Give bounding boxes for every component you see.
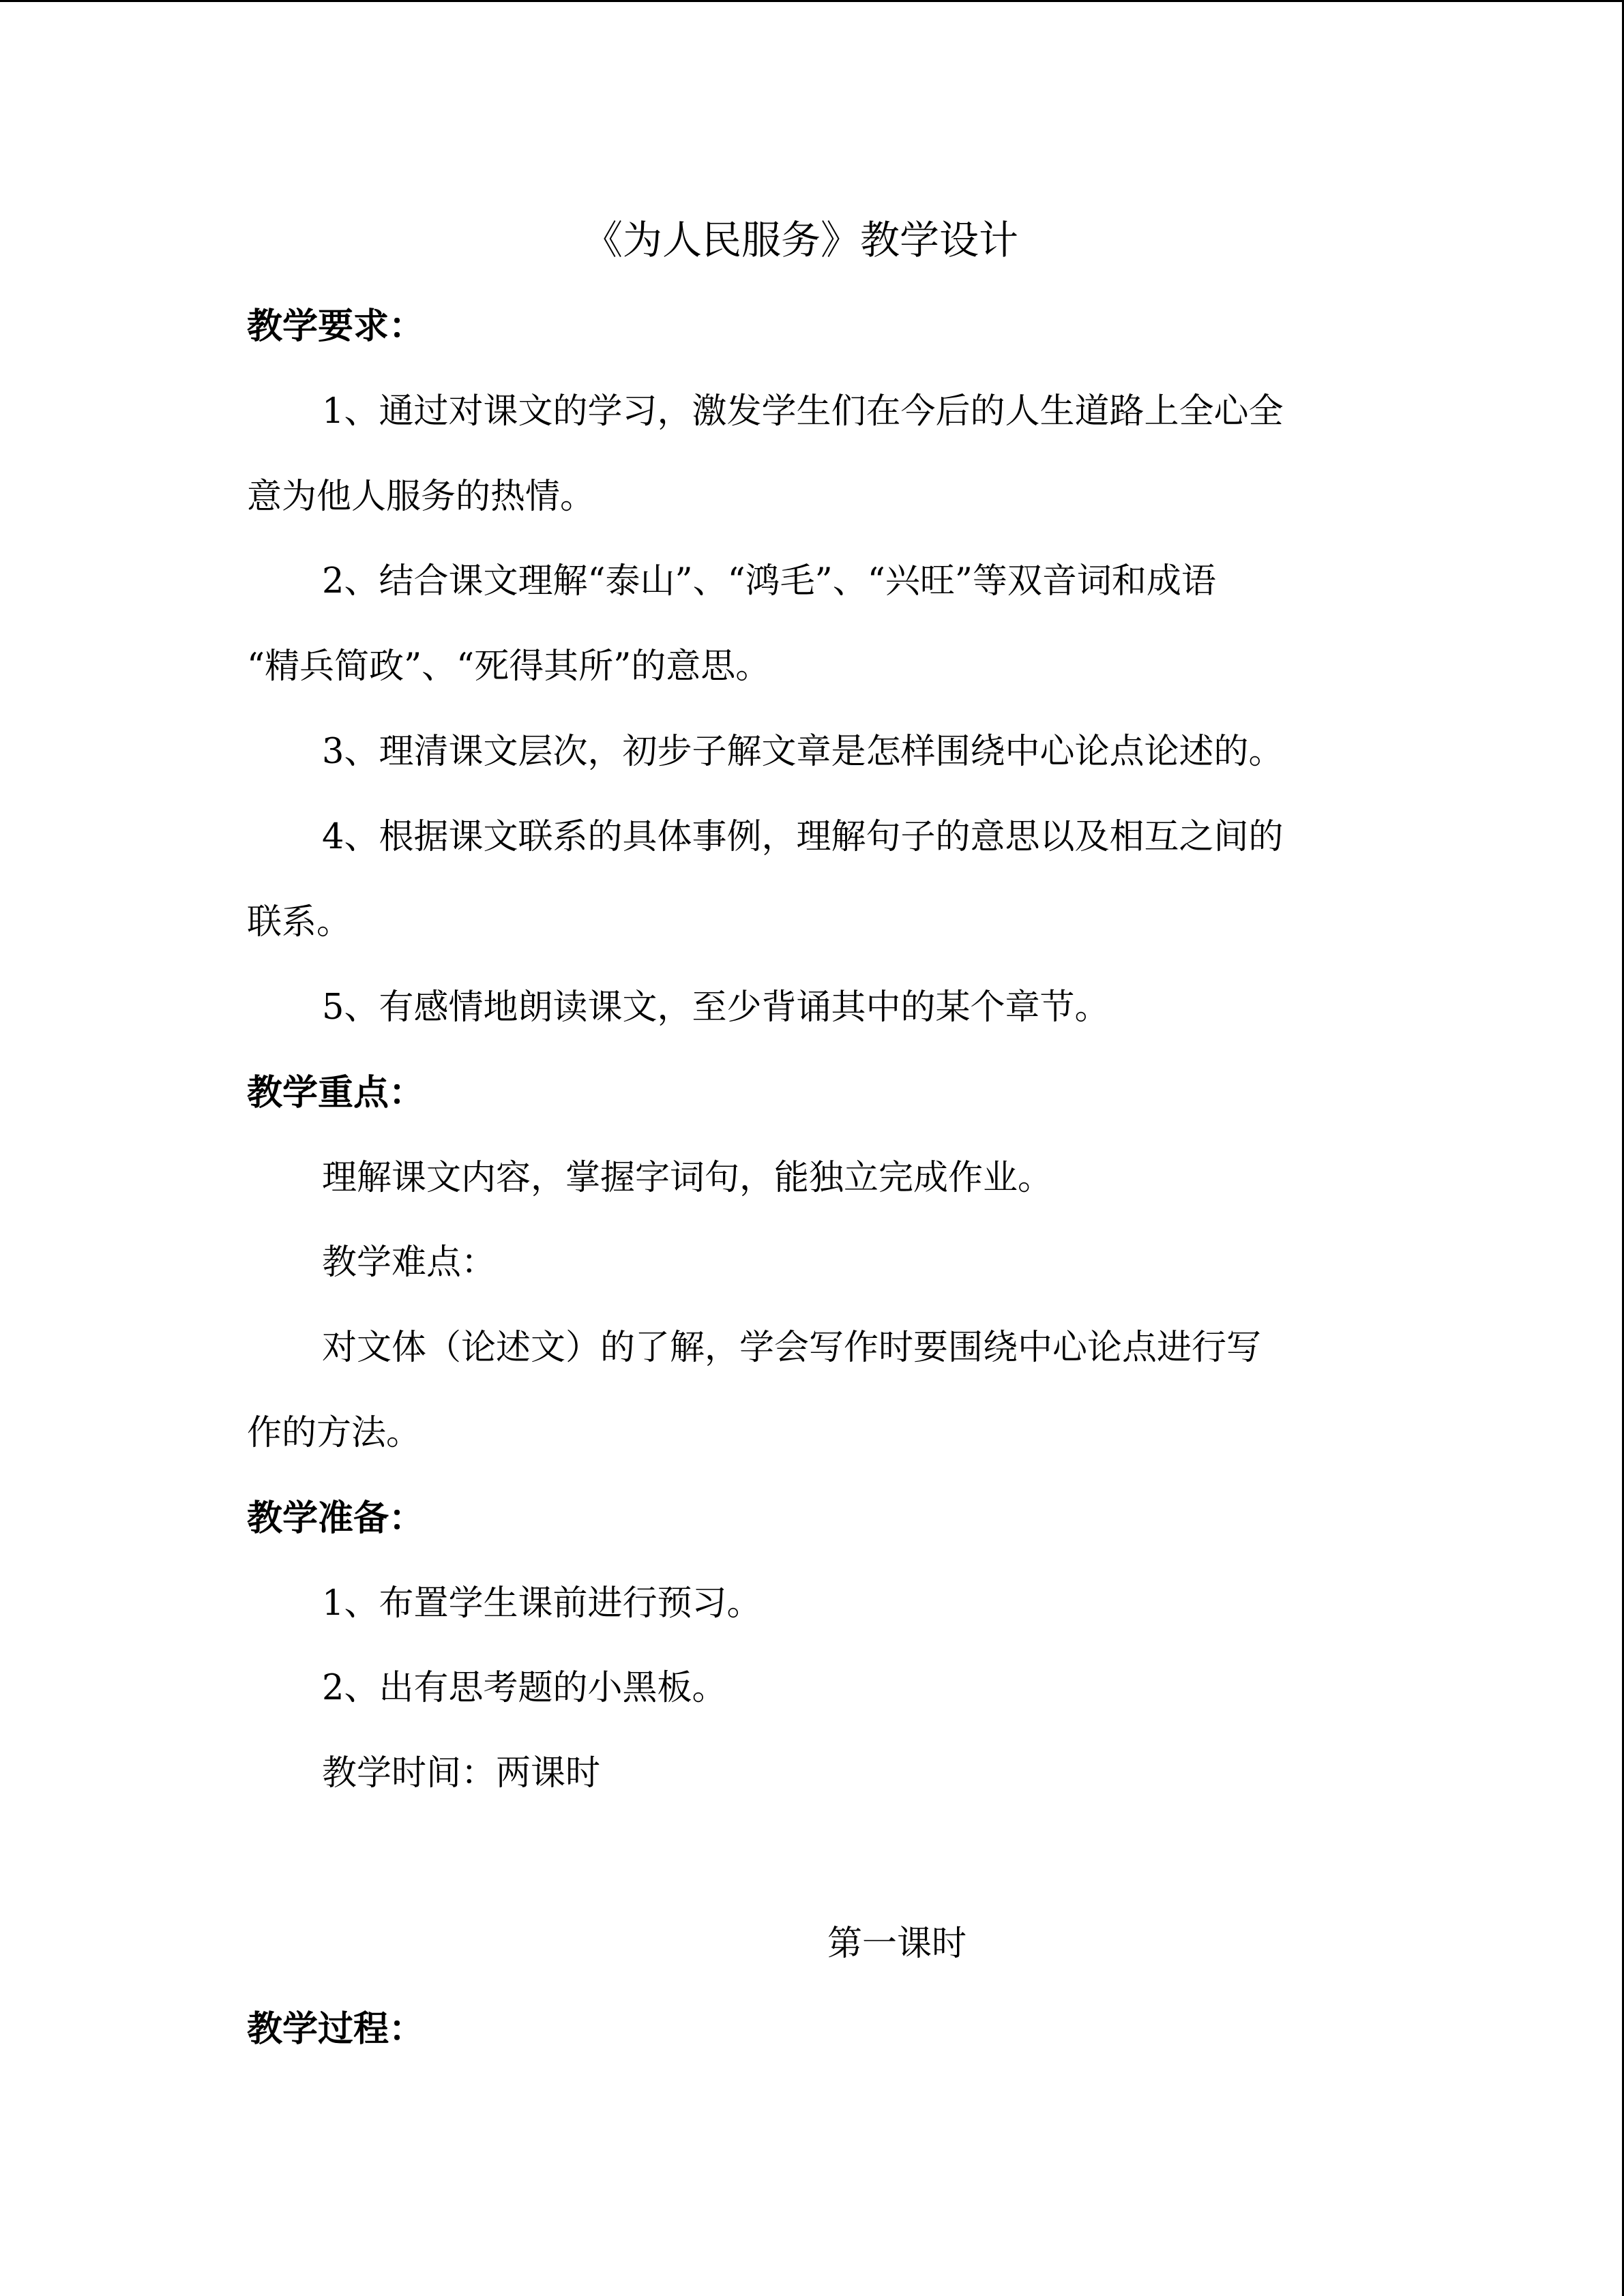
requirement-item-3: 3、理清课文层次，初步子解文章是怎样围绕中心论点论述的。: [322, 732, 1284, 772]
preparation-heading: 教学准备：: [247, 1497, 425, 1539]
requirement-item-1-line-2: 意为他人服务的热情。: [247, 477, 595, 517]
requirements-heading: 教学要求：: [247, 305, 425, 347]
difficulties-text-line-2: 作的方法。: [247, 1413, 422, 1453]
preparation-item-2: 2、出有思考题的小黑板。: [322, 1668, 727, 1708]
requirement-item-1-line-1: 1、通过对课文的学习，激发学生们在今后的人生道路上全心全: [322, 391, 1284, 432]
requirement-item-5: 5、有感情地朗读课文，至少背诵其中的某个章节。: [322, 987, 1110, 1028]
document-title: 《为人民服务》教学设计: [583, 217, 1019, 263]
requirement-item-4-line-2: 联系。: [247, 902, 352, 942]
teaching-time: 教学时间：两课时: [322, 1753, 601, 1793]
process-heading: 教学过程：: [247, 2008, 425, 2050]
key-points-text: 理解课文内容，掌握字词句，能独立完成作业。: [322, 1158, 1053, 1198]
requirement-item-2-line-1: 2、结合课文理解“泰山”、“鸿毛”、“兴旺”等双音词和成语: [322, 561, 1216, 601]
lesson-heading: 第一课时: [827, 1924, 967, 1964]
preparation-item-1: 1、布置学生课前进行预习。: [322, 1583, 762, 1624]
requirement-item-2-line-2: “精兵简政”、“死得其所”的意思。: [247, 646, 771, 687]
key-points-heading: 教学重点：: [247, 1072, 425, 1114]
requirement-item-4-line-1: 4、根据课文联系的具体事例，理解句子的意思以及相互之间的: [322, 817, 1284, 857]
difficulties-text-line-1: 对文体（论述文）的了解，学会写作时要围绕中心论点进行写: [322, 1328, 1262, 1368]
difficulties-heading: 教学难点：: [322, 1242, 497, 1283]
